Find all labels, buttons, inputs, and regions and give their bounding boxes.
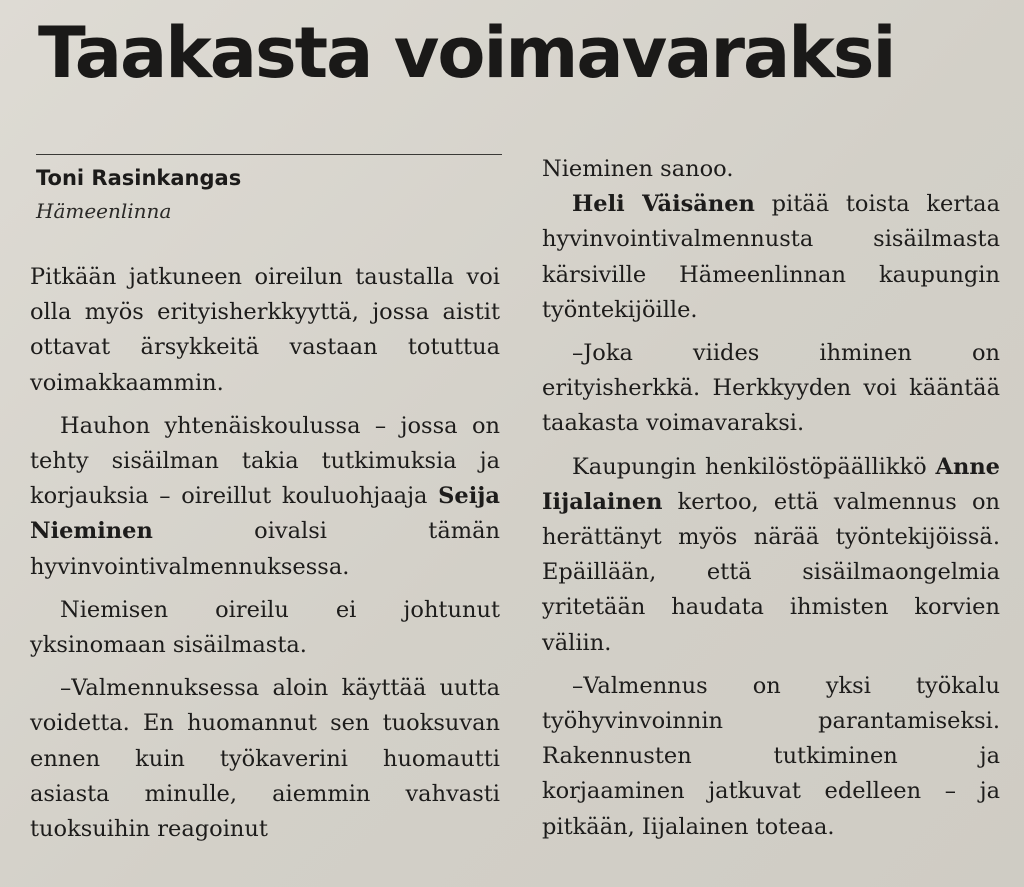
paragraph-text: kertoo, että valmennus on herättänyt myös närää työntekijöissä. Epäillään, että sisäilmaongelmia yritetään haudata ihmisten korvien väliin. (542, 488, 1000, 656)
author-location: Hämeenlinna (36, 199, 172, 223)
paragraph: Nieminen sanoo. (542, 156, 734, 182)
article-column-left (30, 260, 500, 847)
author-name: Toni Rasinkangas (36, 166, 242, 190)
paragraph-text: Hauhon yhtenäiskoulussa – jossa on tehty sisäilman takia tutkimuksia ja korjauksia – oireillut kouluohjaaja (30, 412, 500, 510)
quote-paragraph: –Joka viides ihminen on erityisherkkä. Herkkyyden voi kääntää taakasta voimavaraksi. (542, 340, 1000, 437)
paragraph-text: oivalsi tämän hyvinvointivalmennuksessa. (30, 518, 500, 580)
paragraph: Pitkään jatkuneen oireilun taustalla voi olla myös erityisherkkyyttä, jossa aistit ottavat ärsykkeitä vastaan totuttua voimakkaammin. (30, 264, 500, 396)
paragraph-text: Kaupungin henkilöstöpäällikkö (572, 453, 936, 480)
byline-divider (36, 154, 502, 155)
article-column-right (542, 152, 1000, 845)
paragraph (542, 450, 1000, 661)
paragraph-text: pitää toista kertaa hyvinvointivalmennusta sisäilmasta kärsiville Hämeenlinnan kaupungin työntekijöille. (542, 191, 1000, 323)
byline (36, 162, 506, 228)
person-name: Seija Nieminen (30, 483, 500, 545)
headline: Taakasta voimavaraksi (38, 12, 895, 94)
person-name: Heli Väisänen (572, 191, 755, 218)
paragraph (542, 187, 1000, 328)
paragraph: Niemisen oireilu ei johtunut yksinomaan sisäilmasta. (30, 596, 500, 659)
person-name: Anne Iijalainen (542, 453, 1000, 515)
quote-paragraph: –Valmennuksessa aloin käyttää uutta voidetta. En huomannut sen tuoksuvan ennen kuin työkaverini huomautti asiasta minulle, aiemmin vahvasti tuoksuihin reagoinut (30, 675, 500, 843)
quote-paragraph: –Valmennus on yksi työkalu työhyvinvoinnin parantamiseksi. Rakennusten tutkiminen ja korjaaminen jatkuvat edelleen – ja pitkään, Iijalainen toteaa. (542, 672, 1000, 840)
paragraph (30, 409, 500, 585)
